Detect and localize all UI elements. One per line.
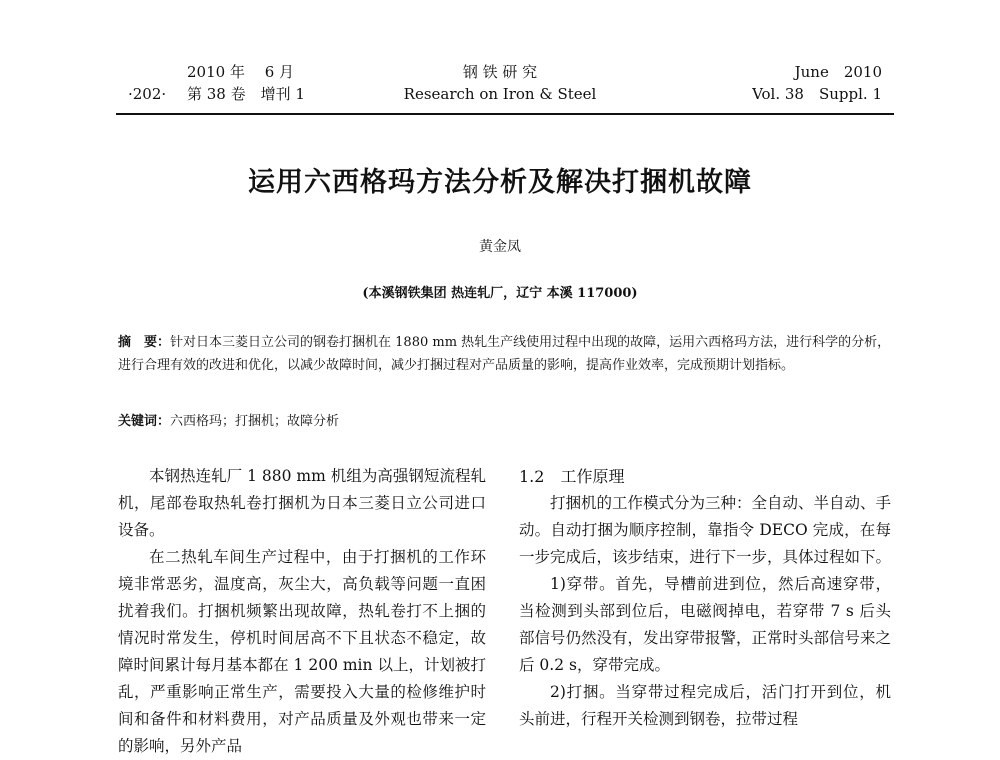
body-paragraph: 本钢热连轧厂 1 880 mm 机组为高强钢短流程轧机，尾部卷取热轧卷打捆机为日本三菱日立公司进口设备。 <box>118 467 486 539</box>
section-heading <box>519 463 891 490</box>
left-column <box>118 463 486 760</box>
header-rule <box>116 113 894 115</box>
body-paragraph: 1)穿带。首先，导槽前进到位，然后高速穿带，当检测到头部到位后，电磁阀掉电，若穿带 7 s 后头部信号仍然没有，发出穿带报警，正常时头部信号来之后 0.2 s，穿带完成。 <box>519 575 892 674</box>
right-column <box>519 463 891 733</box>
abstract-text: 针对日本三菱日立公司的钢卷打捆机在 1880 mm 热轧生产线使用过程中出现的故障，运用六西格玛方法，进行科学的分析，进行合理有效的改进和优化，以减少故障时间，减少打捆过程对产品质量的影响，提高作业效率，完成预期计划指标。 <box>118 335 891 373</box>
section-title: 工作原理 <box>560 467 625 486</box>
journal-title-cn: 钢 铁 研 究 <box>462 63 538 81</box>
author: 黄金凤 <box>479 239 521 255</box>
paper-title: 运用六西格玛方法分析及解决打捆机故障 <box>248 167 752 198</box>
page-number: ·202· <box>128 85 167 103</box>
body-paragraph: 打捆机的工作模式分为三种：全自动、半自动、手动。自动打捆为顺序控制，靠指令 DECO 完成，在每一步完成后，该步结束，进行下一步，具体过程如下。 <box>519 494 892 566</box>
journal-title-en: Research on Iron & Steel <box>403 85 597 103</box>
keywords <box>118 411 894 432</box>
section-number: 1.2 <box>519 467 545 486</box>
issue-date-cn: 2010 年 6 月 <box>187 63 295 81</box>
issue-date-en: June 2010 <box>794 63 882 81</box>
keywords-text: 六西格玛；打捆机；故障分析 <box>170 414 340 429</box>
abstract <box>118 331 894 377</box>
volume-en: Vol. 38 Suppl. 1 <box>752 85 882 103</box>
body-paragraph: 在二热轧车间生产过程中，由于打捆机的工作环境非常恶劣，温度高，灰尘大，高负载等问题一直困扰着我们。打捆机频繁出现故障，热轧卷打不上捆的情况时常发生，停机时间居高不下且状态不稳定，故障时间累计每月基本都在 1 200 min 以上，计划被打乱，严重影响正常生产，需要投入大量的检修维护时间和备件和材料费用，对产品质量及外观也带来一定的影响，另外产品 <box>118 548 486 755</box>
keywords-label: 关键词： <box>118 414 171 429</box>
volume-cn: 第 38 卷 增刊 1 <box>187 85 305 103</box>
affiliation: (本溪钢铁集团 热连轧厂，辽宁 本溪 117000) <box>362 286 638 301</box>
abstract-label: 摘 要： <box>118 335 171 350</box>
body-paragraph: 2)打捆。当穿带过程完成后，活门打开到位，机头前进，行程开关检测到钢卷，拉带过程 <box>519 683 891 728</box>
